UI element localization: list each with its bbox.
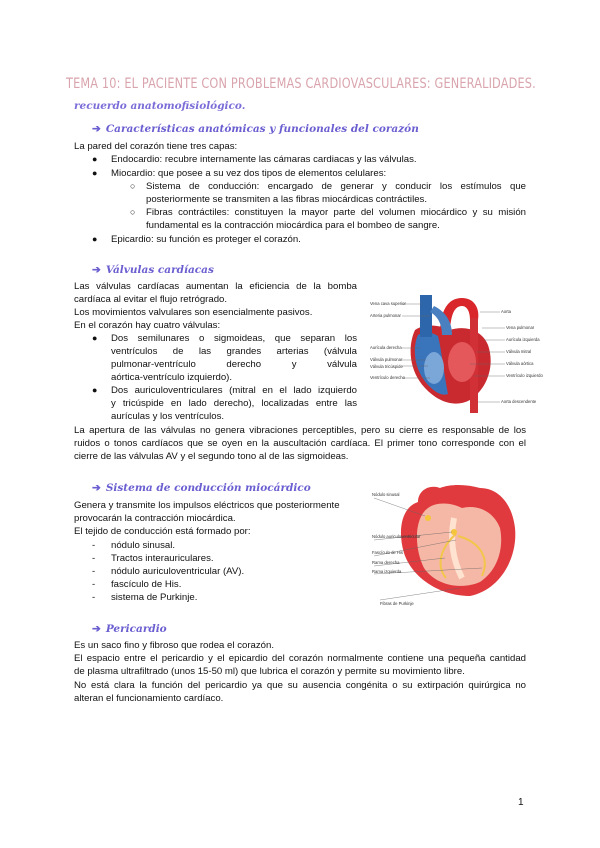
text-line: El tejido de conducción está formado por: xyxy=(74,526,251,537)
right-ventricle xyxy=(424,352,444,384)
subheading-valvulas: ➔ Válvulas cardíacas xyxy=(92,264,214,276)
circle-bullet-icon: ○ xyxy=(130,207,136,217)
figure-label: Aurícula derecha xyxy=(370,345,402,350)
figure-label: Rama izquierda xyxy=(372,569,402,574)
figure-label: Válvula mitral xyxy=(506,349,532,354)
figure-label: Válvula pulmonar xyxy=(370,357,403,362)
text-line: provocarán la contracción miocárdica. xyxy=(74,513,236,524)
figure-label: Fibras de Purkinje xyxy=(380,601,414,606)
text-line: cardíaca al evitar el flujo retrógrado. xyxy=(74,294,228,305)
list-item: sistema de Purkinje. xyxy=(111,592,198,603)
conduction-system-figure xyxy=(370,478,530,608)
text-line: La apertura de las válvulas no genera vibraciones perceptibles, pero su cierre es responsable de los xyxy=(74,425,526,436)
dash-icon: - xyxy=(92,566,96,577)
bullet-icon: ● xyxy=(92,168,98,178)
text-line: Es un saco fino y fibroso que rodea el corazón. xyxy=(74,640,274,651)
dash-icon: - xyxy=(92,540,96,551)
figure-label: Aurícula izquierda xyxy=(506,337,540,342)
list-item: Dos auriculoventriculares (mitral en el lado izquierdo xyxy=(111,385,357,396)
subheading-sistema-conduccion: ➔ Sistema de conducción miocárdico xyxy=(92,482,311,494)
text-line: alteran el funcionamiento cardíaco. xyxy=(74,693,224,704)
figure-label: Nódulo auriculoventricular xyxy=(372,534,421,539)
figure-label: Vena cava superior xyxy=(370,301,406,306)
list-subitem: Sistema de conducción: encargado de generar y conducir los estímulos que xyxy=(146,181,526,192)
list-item: fascículo de His. xyxy=(111,579,182,590)
figure-label: Válvula tricúspide xyxy=(370,364,403,369)
bullet-icon: ● xyxy=(92,154,98,164)
text-line: El espacio entre el pericardio y el epicardio del corazón normalmente contiene una pequeña cantidad xyxy=(74,653,526,664)
list-subitem: posteriormente se transmiten a las fibras miocárdicas contráctiles. xyxy=(146,194,427,205)
text-line: No está clara la función del pericardio ya que su ausencia congénita o su extirpación quirúrgica no xyxy=(74,680,526,691)
arrow-icon: ➔ xyxy=(92,482,101,494)
bullet-icon: ● xyxy=(92,333,98,343)
arrow-icon: ➔ xyxy=(92,123,101,135)
list-item: nódulo sinusal. xyxy=(111,540,176,551)
subheading-pericardio: ➔ Pericardio xyxy=(92,623,167,635)
arrow-icon: ➔ xyxy=(92,623,101,635)
page-number: 1 xyxy=(518,797,524,808)
bullet-icon: ● xyxy=(92,234,98,244)
text-line: cierre de las válvulas AV y el segundo tono al de las sigmoideas. xyxy=(74,451,349,462)
list-subitem: fundamental es la contracción miocárdica para el bombeo de sangre. xyxy=(146,220,440,231)
figure-label: Nódulo sinusal xyxy=(372,492,400,497)
figure-label: Fascículo de His xyxy=(372,550,403,555)
text-line: La pared del corazón tiene tres capas: xyxy=(74,141,238,152)
figure-label: Válvula aórtica xyxy=(506,361,534,366)
list-subitem: Fibras contráctiles: constituyen la mayor parte del volumen miocárdico y su misión xyxy=(146,207,526,218)
sinus-node xyxy=(425,515,431,521)
figure-label: Ventrículo izquierdo xyxy=(506,373,543,378)
list-item: y tricúspide en lado derecho), localizadas entre las xyxy=(111,398,357,409)
circle-bullet-icon: ○ xyxy=(130,181,136,191)
page-title: TEMA 10: EL PACIENTE CON PROBLEMAS CARDIOVASCULARES: GENERALIDADES. xyxy=(66,76,536,92)
arrow-icon: ➔ xyxy=(92,264,101,276)
figure-label: Aorta xyxy=(501,309,512,314)
dash-icon: - xyxy=(92,553,96,564)
section-heading: recuerdo anatomofisiológico. xyxy=(74,100,246,112)
text-line: Los movimientos valvulares son esencialmente pasivos. xyxy=(74,307,313,318)
list-item: ventrículos de las grandes arterias (válvula xyxy=(111,346,357,357)
figure-label: Aorta descendente xyxy=(501,399,537,404)
text-line: En el corazón hay cuatro válvulas: xyxy=(74,320,221,331)
figure-label: Vena pulmonar xyxy=(506,325,535,330)
text-line: de plasma ultrafiltrado (unos 15-50 ml) que lubrica el corazón y permite su movimiento libre. xyxy=(74,666,465,677)
list-item: Endocardio: recubre internamente las cámaras cardiacas y las válvulas. xyxy=(111,154,417,165)
list-item: Epicardio: su función es proteger el corazón. xyxy=(111,234,301,245)
heart-anatomy-figure xyxy=(370,290,543,415)
text-line: Las válvulas cardíacas aumentan la eficiencia de la bomba xyxy=(74,281,357,292)
text-line: ruidos o tonos cardíacos que se oyen en la auscultación cardíaca. El primer tono corresponde con el xyxy=(74,438,526,449)
text-line: Genera y transmite los impulsos eléctricos que posteriormente xyxy=(74,500,340,511)
list-item: pulmonar-ventrículo derecho y válvula xyxy=(111,359,357,370)
left-ventricle xyxy=(448,342,476,382)
list-item: aórtica-ventrículo izquierdo). xyxy=(111,372,233,383)
list-item: Miocardio: que posee a su vez dos tipos de elementos celulares: xyxy=(111,168,387,179)
dash-icon: - xyxy=(92,579,96,590)
figure-label: Ventrículo derecho xyxy=(370,375,405,380)
list-item: Dos semilunares o sigmoideas, que separan los xyxy=(111,333,357,344)
list-item: nódulo auriculoventricular (AV). xyxy=(111,566,245,577)
dash-icon: - xyxy=(92,592,96,603)
list-item: aurículas y los ventrículos. xyxy=(111,411,225,422)
figure-label: Rama derecha xyxy=(372,560,400,565)
figure-label: Arteria pulmonar xyxy=(370,313,401,318)
subheading-caracteristicas: ➔ Características anatómicas y funcionales del corazón xyxy=(92,123,419,135)
bullet-icon: ● xyxy=(92,385,98,395)
list-item: Tractos interauriculares. xyxy=(111,553,214,564)
